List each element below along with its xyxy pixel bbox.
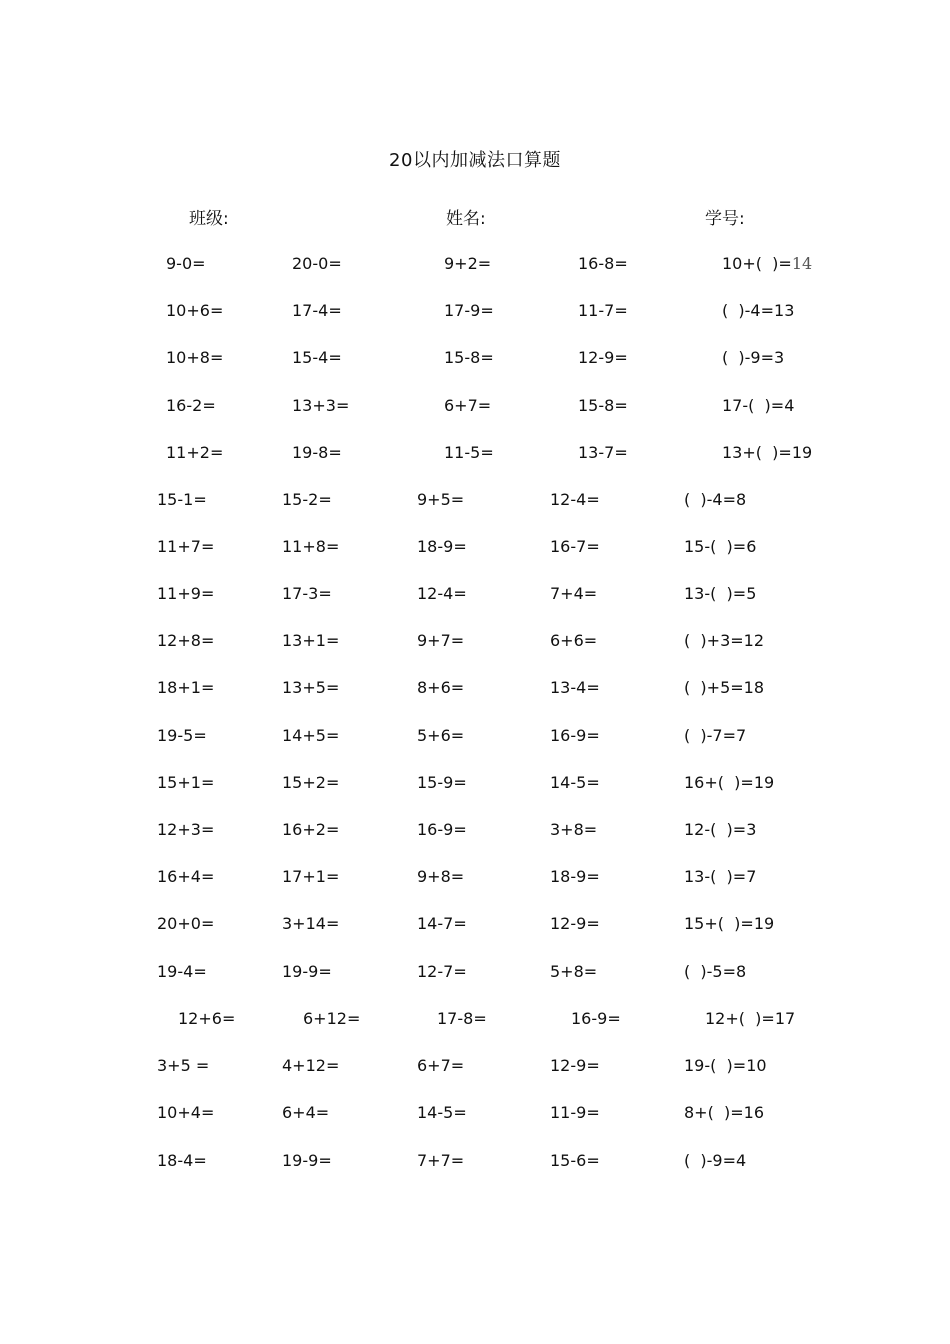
problem-item: 20-0=: [292, 254, 342, 273]
problem-item: 19-9=: [282, 962, 332, 981]
problem-item: 6+7=: [444, 396, 492, 415]
problem-row: [0, 394, 950, 418]
problem-item: 16-9=: [550, 726, 600, 745]
problem-item: 14-5=: [417, 1103, 467, 1122]
problem-item: 13+( )=19: [722, 443, 813, 462]
problem-item: 12-9=: [550, 914, 600, 933]
problem-item: 10+( )=: [722, 254, 792, 273]
problem-row: [0, 488, 950, 512]
problem-item: 12-9=: [550, 1056, 600, 1075]
problem-row: [0, 1054, 950, 1078]
problem-row: [0, 535, 950, 559]
problem-item: 11+9=: [157, 584, 215, 603]
problem-row: [0, 724, 950, 748]
problem-row: [0, 441, 950, 465]
problem-item: 3+8=: [550, 820, 598, 839]
problem-item: 16-9=: [571, 1009, 621, 1028]
problem-item: 9+7=: [417, 631, 465, 650]
problem-item: 11+2=: [166, 443, 224, 462]
problem-item: 16+4=: [157, 867, 215, 886]
problem-row: [0, 582, 950, 606]
problem-row: [0, 912, 950, 936]
problem-item: 8+6=: [417, 678, 465, 697]
problem-item: 15+1=: [157, 773, 215, 792]
problem-row: [0, 252, 950, 276]
problem-item: 17-( )=4: [722, 396, 795, 415]
problem-item: 12-4=: [550, 490, 600, 509]
problem-item: 3+14=: [282, 914, 340, 933]
problem-item: 19-4=: [157, 962, 207, 981]
problem-item: 8+( )=16: [684, 1103, 765, 1122]
problem-item: 11-9=: [550, 1103, 600, 1122]
problem-item: 17-8=: [437, 1009, 487, 1028]
problem-item: 10+8=: [166, 348, 224, 367]
problem-item: ( )-9=4: [684, 1151, 747, 1170]
problem-item-with-answer: [722, 252, 812, 276]
problem-item: 17+1=: [282, 867, 340, 886]
problem-item: 12+6=: [178, 1009, 236, 1028]
problem-item: 10+4=: [157, 1103, 215, 1122]
problem-item: 15-1=: [157, 490, 207, 509]
problem-item: ( )+3=12: [684, 631, 765, 650]
problem-row: [0, 629, 950, 653]
problem-item: 9+5=: [417, 490, 465, 509]
problem-item: 6+6=: [550, 631, 598, 650]
problem-item: ( )-7=7: [684, 726, 747, 745]
problem-item: 17-9=: [444, 301, 494, 320]
problem-item: ( )+5=18: [684, 678, 765, 697]
problem-item: 12+3=: [157, 820, 215, 839]
problem-row: [0, 1007, 950, 1031]
problem-item: 7+4=: [550, 584, 598, 603]
filled-answer: 14: [791, 254, 813, 273]
problem-item: 19-5=: [157, 726, 207, 745]
problem-item: 20+0=: [157, 914, 215, 933]
problem-row: [0, 818, 950, 842]
problem-item: 16-8=: [578, 254, 628, 273]
problem-item: 18+1=: [157, 678, 215, 697]
problem-item: 11+7=: [157, 537, 215, 556]
problem-item: 7+7=: [417, 1151, 465, 1170]
problem-item: 15-9=: [417, 773, 467, 792]
problem-item: 11-5=: [444, 443, 494, 462]
problem-item: ( )-5=8: [684, 962, 747, 981]
problem-item: 14+5=: [282, 726, 340, 745]
problem-row: [0, 865, 950, 889]
problem-item: 4+12=: [282, 1056, 340, 1075]
problem-item: 12-7=: [417, 962, 467, 981]
problem-item: 17-3=: [282, 584, 332, 603]
problem-item: 15-6=: [550, 1151, 600, 1170]
problem-row: [0, 346, 950, 370]
problem-item: ( )-9=3: [722, 348, 785, 367]
problem-row: [0, 960, 950, 984]
problem-item: 5+8=: [550, 962, 598, 981]
problem-item: 6+12=: [303, 1009, 361, 1028]
problem-item: 13-7=: [578, 443, 628, 462]
problem-item: 11-7=: [578, 301, 628, 320]
problem-item: 13+5=: [282, 678, 340, 697]
problem-item: 13-4=: [550, 678, 600, 697]
problem-item: 13-( )=5: [684, 584, 757, 603]
problem-item: 16-7=: [550, 537, 600, 556]
problem-item: 14-7=: [417, 914, 467, 933]
problem-item: 3+5 =: [157, 1056, 210, 1075]
problem-item: 12+( )=17: [705, 1009, 796, 1028]
problem-row: [0, 1149, 950, 1173]
problem-item: 16-2=: [166, 396, 216, 415]
problem-item: ( )-4=8: [684, 490, 747, 509]
problem-row: [0, 676, 950, 700]
problem-item: 13+1=: [282, 631, 340, 650]
problem-item: 6+4=: [282, 1103, 330, 1122]
problem-row: [0, 1101, 950, 1125]
problem-item: 6+7=: [417, 1056, 465, 1075]
problem-item: ( )-4=13: [722, 301, 795, 320]
problem-item: 9+8=: [417, 867, 465, 886]
problem-item: 14-5=: [550, 773, 600, 792]
problem-item: 15-8=: [578, 396, 628, 415]
problem-item: 17-4=: [292, 301, 342, 320]
problem-item: 19-( )=10: [684, 1056, 767, 1075]
problem-item: 11+8=: [282, 537, 340, 556]
problem-item: 16-9=: [417, 820, 467, 839]
problem-item: 15-( )=6: [684, 537, 757, 556]
problem-item: 9-0=: [166, 254, 206, 273]
problem-item: 15-4=: [292, 348, 342, 367]
name-label: 姓名:: [446, 209, 486, 229]
problem-item: 15-2=: [282, 490, 332, 509]
problem-item: 9+2=: [444, 254, 492, 273]
problem-item: 15-8=: [444, 348, 494, 367]
problem-item: 18-9=: [417, 537, 467, 556]
class-label: 班级:: [189, 209, 229, 229]
problem-item: 15+2=: [282, 773, 340, 792]
problem-item: 5+6=: [417, 726, 465, 745]
problem-item: 13-( )=7: [684, 867, 757, 886]
problem-item: 19-9=: [282, 1151, 332, 1170]
page-title: 20以内加减法口算题: [389, 150, 561, 171]
problem-item: 12-( )=3: [684, 820, 757, 839]
problem-item: 12+8=: [157, 631, 215, 650]
problem-item: 16+2=: [282, 820, 340, 839]
problem-item: 13+3=: [292, 396, 350, 415]
problem-row: [0, 299, 950, 323]
problem-item: 16+( )=19: [684, 773, 775, 792]
problem-item: 12-9=: [578, 348, 628, 367]
problem-item: 12-4=: [417, 584, 467, 603]
problem-item: 10+6=: [166, 301, 224, 320]
problem-item: 15+( )=19: [684, 914, 775, 933]
problem-row: [0, 771, 950, 795]
problem-item: 19-8=: [292, 443, 342, 462]
student-id-label: 学号:: [705, 209, 745, 229]
problem-item: 18-4=: [157, 1151, 207, 1170]
problem-item: 18-9=: [550, 867, 600, 886]
